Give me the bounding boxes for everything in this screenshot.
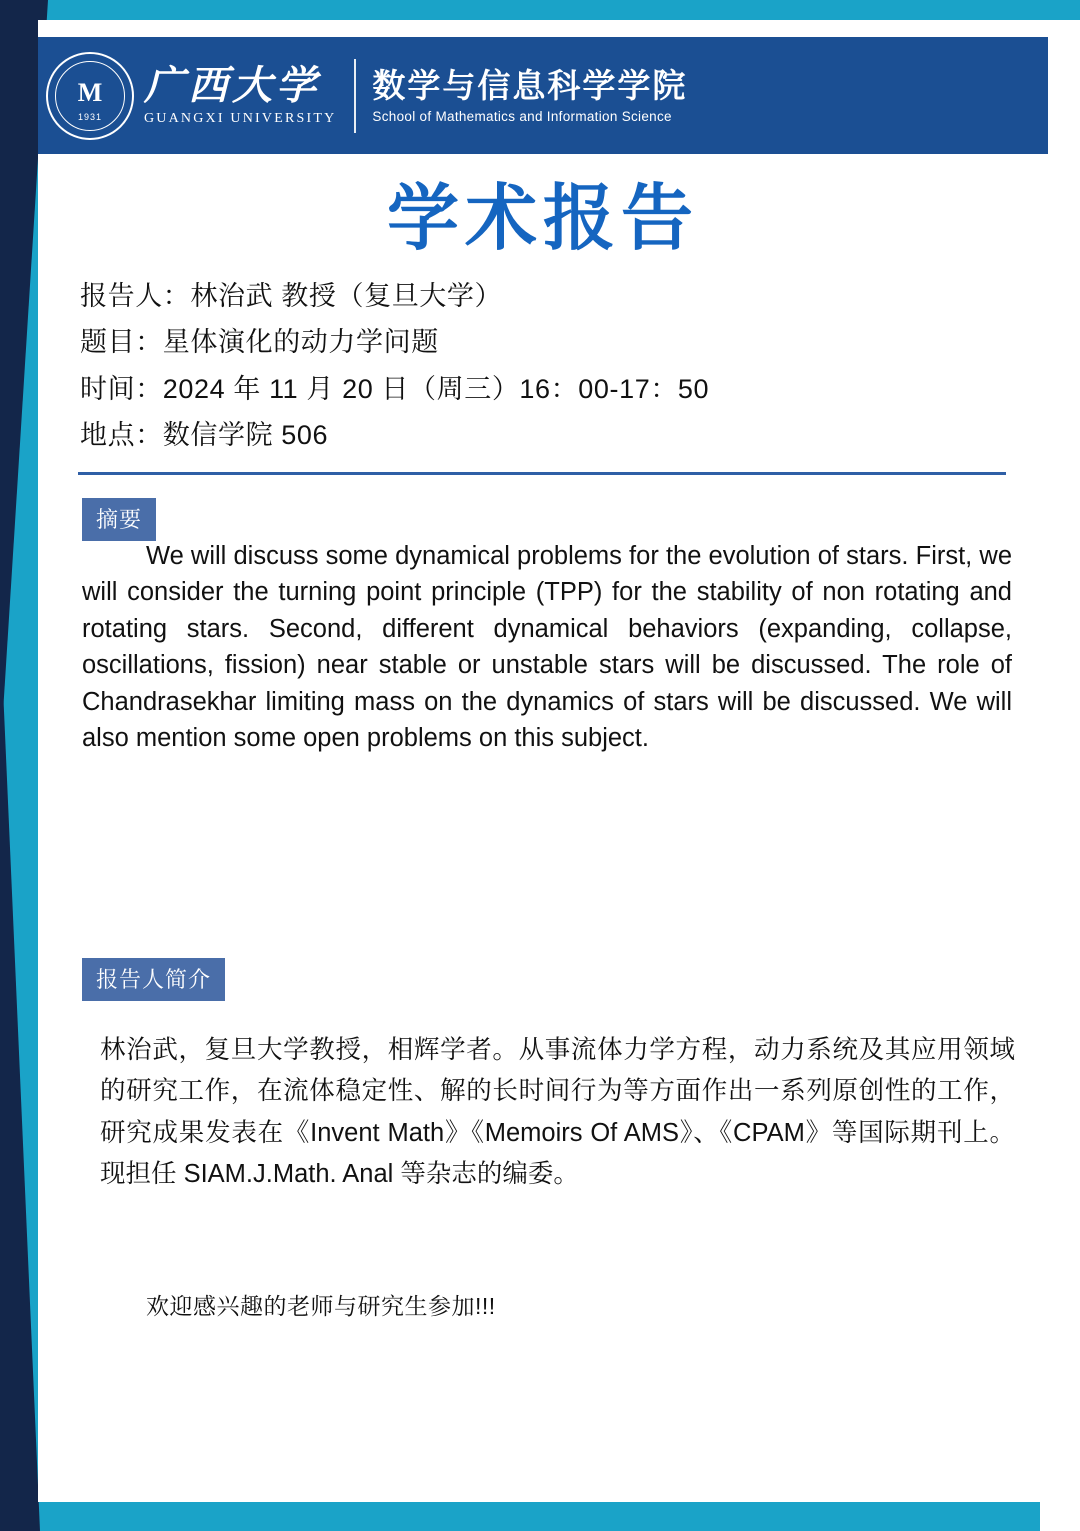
bio-text: 林治武，复旦大学教授，相辉学者。从事流体力学方程，动力系统及其应用领域的研究工作，在流体稳定性、解的长时间行为等方面作出一系列原创性的工作，研究成果发表在《Invent Math》《Memoirs Of AMS》、《CPAM》等国际期刊上。现担任 SIAM.J.Math. Anal 等杂志的编委。 bbox=[100, 1036, 1015, 1188]
university-name-en: GUANGXI UNIVERSITY bbox=[144, 110, 337, 126]
event-info bbox=[80, 273, 1010, 459]
seal-initial: M bbox=[77, 77, 103, 107]
school-name-en: School of Mathematics and Information Science bbox=[372, 108, 672, 124]
info-time: 时间：2024 年 11 月 20 日（周三）16：00-17：50 bbox=[80, 373, 710, 404]
welcome-note: 欢迎感兴趣的老师与研究生参加!!! bbox=[146, 1293, 496, 1319]
info-speaker: 报告人：林治武 教授（复旦大学） bbox=[80, 281, 503, 311]
poster-header bbox=[38, 37, 1048, 154]
university-name-cn: 广西大学 bbox=[144, 62, 320, 108]
bio-section-tag: 报告人简介 bbox=[82, 958, 225, 1001]
university-names bbox=[144, 62, 337, 127]
school-names bbox=[372, 67, 687, 124]
header-divider bbox=[354, 59, 356, 133]
page-title: 学术报告 bbox=[386, 179, 699, 259]
school-name-cn: 数学与信息科学学院 bbox=[372, 67, 688, 105]
content-card bbox=[38, 20, 1048, 1502]
seal-year: 1931 bbox=[77, 111, 103, 122]
info-topic: 题目：星体演化的动力学问题 bbox=[80, 327, 439, 358]
university-seal-icon bbox=[46, 52, 134, 140]
section-divider bbox=[78, 472, 1006, 475]
abstract-section-tag: 摘要 bbox=[82, 498, 156, 541]
info-place: 地点：数信学院 506 bbox=[80, 420, 329, 451]
abstract-text: We will discuss some dynamical problems for the evolution of stars. First, we will consider the turning point principle (TPP) for the stability of non rotating and rotating stars. Second, different dynamical behaviors (expanding, collapse, oscillations, fission) near stable or unstable stars will be discussed. The role of Chandrasekhar limiting mass on the dynamics of stars will be discussed. We will also mention some open problems on this subject. bbox=[82, 542, 1012, 753]
university-logo bbox=[46, 46, 336, 146]
